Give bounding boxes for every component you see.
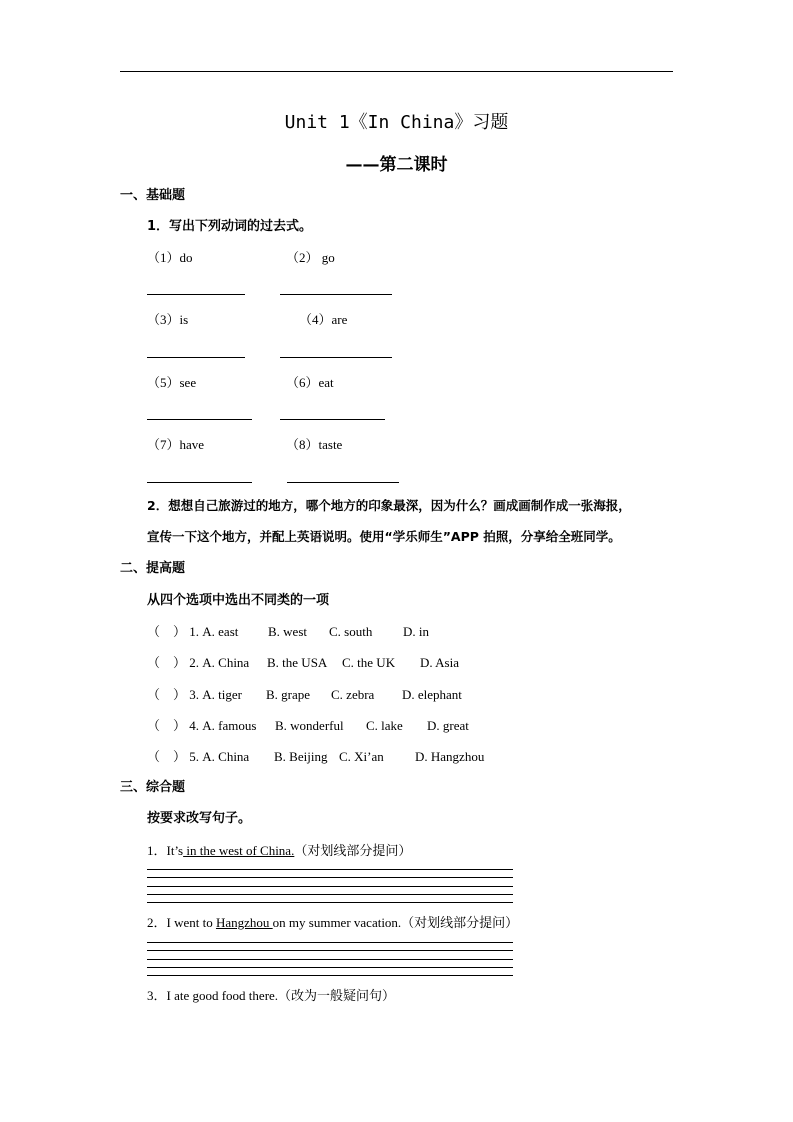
- choice-question: [147, 719, 256, 732]
- answer-bracket[interactable]: （ ）: [147, 749, 187, 764]
- section2-instruction: 从四个选项中选出不同类的一项: [147, 593, 330, 608]
- verb-item: （8）taste: [286, 437, 343, 452]
- writing-line[interactable]: [147, 886, 513, 887]
- answer-bracket[interactable]: （ ）: [147, 718, 187, 733]
- q1-title: 1．写出下列动词的过去式。: [147, 219, 313, 234]
- answer-blank[interactable]: [280, 419, 385, 420]
- choice-question: [147, 625, 238, 638]
- answer-blank[interactable]: [147, 419, 252, 420]
- header-rule: [120, 71, 673, 72]
- choice-question: [147, 656, 249, 669]
- option-d: D. in: [403, 624, 429, 639]
- sentence-text: 2．I went to: [147, 915, 216, 930]
- writing-line[interactable]: [147, 877, 513, 878]
- q2-line2: 宣传一下这个地方，并配上英语说明。使用“学乐师生”APP 拍照，分享给全班同学。: [147, 529, 621, 544]
- answer-blank[interactable]: [280, 294, 392, 295]
- option-c: C. the UK: [342, 655, 396, 670]
- option-d: D. great: [427, 718, 469, 733]
- writing-line[interactable]: [147, 975, 513, 976]
- option-d: D. Hangzhou: [415, 749, 485, 764]
- rewrite-sentence-2: [147, 916, 518, 929]
- option-b: B. west: [268, 624, 307, 639]
- option-c: C. south: [329, 624, 373, 639]
- sentence-instruction: （对划线部分提问）: [294, 843, 412, 858]
- option-b: B. Beijing: [274, 749, 328, 764]
- option-a: 4. A. famous: [189, 718, 257, 733]
- option-a: 5. A. China: [189, 749, 250, 764]
- option-c: C. Xi’an: [339, 749, 384, 764]
- section3-heading: 三、综合题: [120, 780, 186, 795]
- answer-blank[interactable]: [280, 357, 392, 358]
- writing-line[interactable]: [147, 950, 513, 951]
- answer-blank[interactable]: [287, 482, 399, 483]
- underlined-phrase: in the west of China.: [183, 843, 295, 858]
- writing-line[interactable]: [147, 902, 513, 903]
- option-d: D. Asia: [420, 655, 459, 670]
- writing-line[interactable]: [147, 959, 513, 960]
- rewrite-sentence-1: [147, 844, 411, 857]
- worksheet-title: Unit 1《In China》习题: [284, 112, 509, 133]
- section3-instruction: 按要求改写句子。: [147, 811, 252, 826]
- answer-bracket[interactable]: （ ）: [147, 624, 187, 639]
- section2-heading: 二、提高题: [120, 561, 186, 576]
- rewrite-sentence-3: 3．I ate good food there.（改为一般疑问句）: [147, 988, 396, 1003]
- verb-item: （2） go: [286, 250, 335, 265]
- q2-line1: 2．想想自己旅游过的地方，哪个地方的印象最深，因为什么？画成画制作成一张海报，: [147, 498, 631, 513]
- verb-item: （4）are: [299, 312, 348, 327]
- answer-bracket[interactable]: （ ）: [147, 687, 187, 702]
- writing-line[interactable]: [147, 869, 513, 870]
- option-a: 3. A. tiger: [189, 687, 242, 702]
- verb-item: （3）is: [147, 312, 189, 327]
- option-a: 2. A. China: [189, 655, 250, 670]
- writing-line[interactable]: [147, 967, 513, 968]
- answer-bracket[interactable]: （ ）: [147, 655, 187, 670]
- option-c: C. zebra: [331, 687, 375, 702]
- verb-item: （5）see: [147, 375, 197, 390]
- option-b: B. wonderful: [275, 718, 344, 733]
- verb-item: （7）have: [147, 437, 205, 452]
- option-c: C. lake: [366, 718, 403, 733]
- underlined-phrase: Hangzhou: [215, 915, 273, 930]
- writing-line[interactable]: [147, 942, 513, 943]
- answer-blank[interactable]: [147, 482, 252, 483]
- worksheet-subtitle: ——第二课时: [345, 155, 448, 175]
- option-b: B. grape: [266, 687, 311, 702]
- sentence-instruction: on my summer vacation.（对划线部分提问）: [272, 915, 519, 930]
- option-d: D. elephant: [402, 687, 462, 702]
- verb-item: （6）eat: [286, 375, 334, 390]
- choice-question: [147, 750, 249, 763]
- writing-line[interactable]: [147, 894, 513, 895]
- option-a: 1. A. east: [189, 624, 239, 639]
- choice-question: [147, 688, 242, 701]
- verb-item: （1）do: [147, 250, 193, 265]
- answer-blank[interactable]: [147, 357, 245, 358]
- answer-blank[interactable]: [147, 294, 245, 295]
- sentence-text: 1．It’s: [147, 843, 184, 858]
- option-b: B. the USA: [267, 655, 328, 670]
- section1-heading: 一、基础题: [120, 188, 186, 203]
